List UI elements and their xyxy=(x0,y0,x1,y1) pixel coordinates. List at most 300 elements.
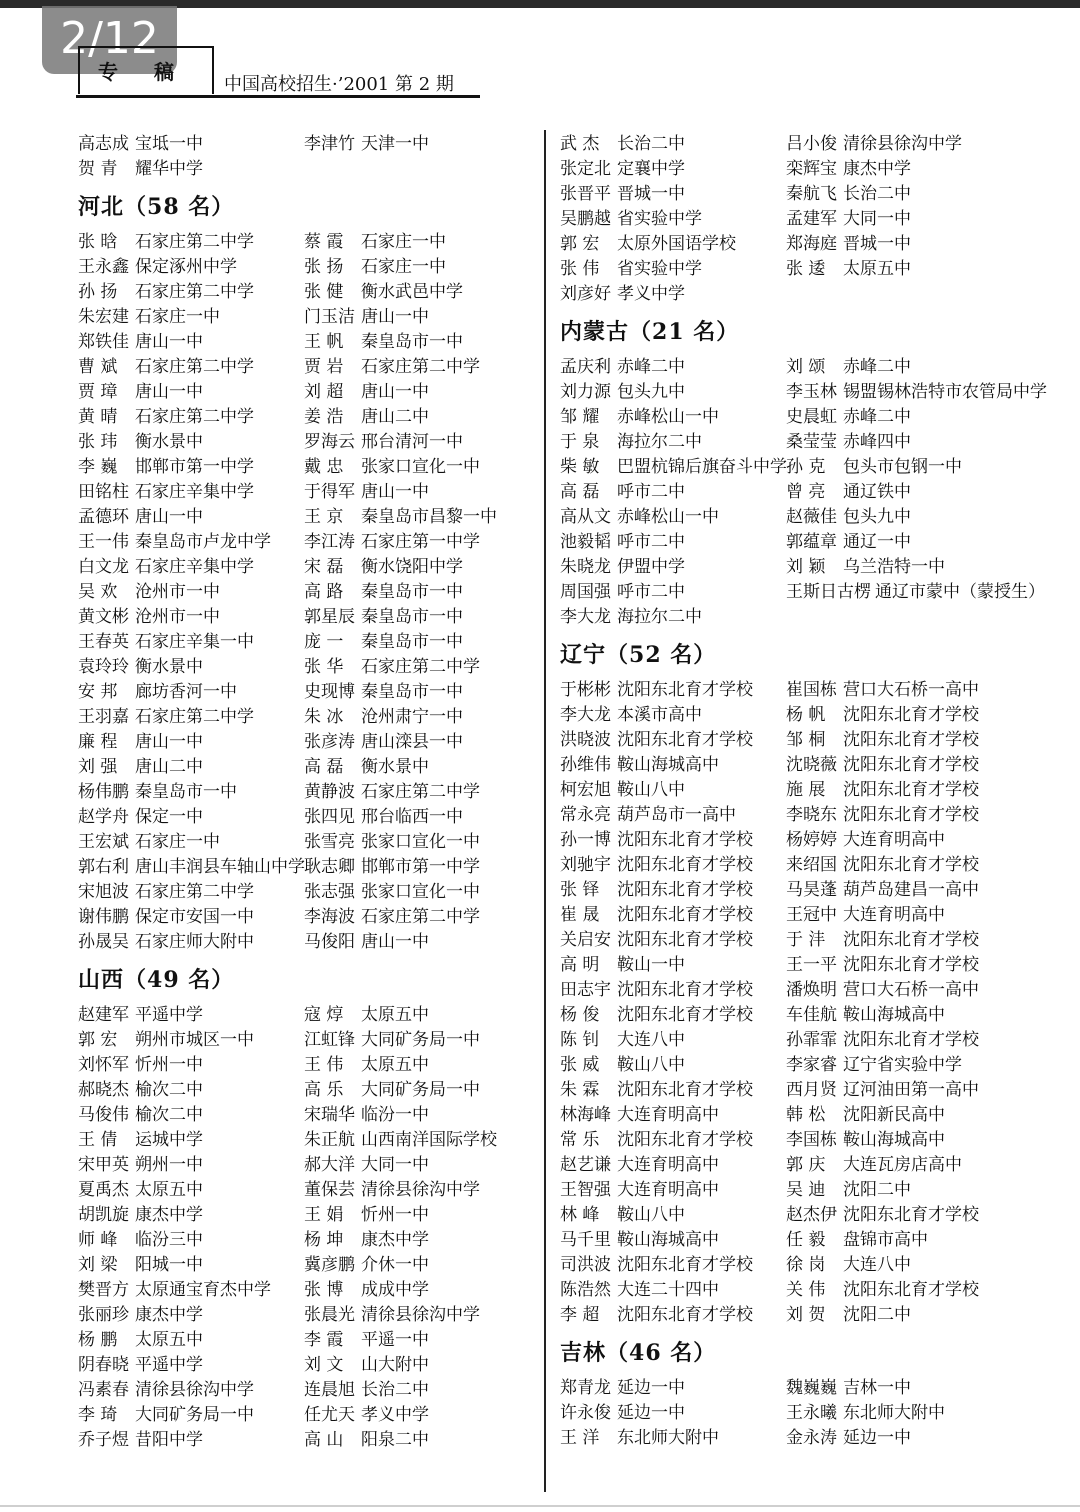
school-name: 包头九中 xyxy=(843,507,911,527)
student-entry xyxy=(786,803,979,828)
student-entry xyxy=(560,132,685,157)
school-name: 榆次二中 xyxy=(135,1080,203,1100)
list-row xyxy=(78,1003,538,1028)
student-name: 朱正航 xyxy=(304,1130,355,1150)
school-name: 大连瓦房店高中 xyxy=(843,1155,962,1175)
region-count: （49 名） xyxy=(124,967,235,993)
school-name: 石家庄一中 xyxy=(135,832,220,852)
list-row xyxy=(560,778,1020,803)
student-name: 白文龙 xyxy=(78,557,129,577)
student-entry xyxy=(560,505,719,530)
student-entry xyxy=(560,1203,685,1228)
student-entry xyxy=(304,1278,429,1303)
student-entry xyxy=(786,1003,945,1028)
list-row xyxy=(78,1153,538,1178)
student-name: 曾 亮 xyxy=(786,482,826,502)
student-entry xyxy=(78,505,203,530)
list-row xyxy=(560,430,1020,455)
student-name: 张四见 xyxy=(304,807,355,827)
school-name: 沈阳东北育才学校 xyxy=(843,1030,979,1050)
student-entry xyxy=(78,830,220,855)
student-entry xyxy=(304,430,463,455)
student-entry xyxy=(304,880,480,905)
student-entry xyxy=(304,930,429,955)
student-name: 郭 庆 xyxy=(786,1155,826,1175)
student-entry xyxy=(304,1003,429,1028)
student-name: 马俊阳 xyxy=(304,932,355,952)
student-name: 樊晋方 xyxy=(78,1280,129,1300)
list-row xyxy=(560,232,1020,257)
student-entry xyxy=(786,1103,945,1128)
student-name: 王 娟 xyxy=(304,1205,344,1225)
school-name: 耀华中学 xyxy=(135,159,203,179)
school-name: 石家庄第二中学 xyxy=(135,357,254,377)
region-name: 山西 xyxy=(78,967,125,993)
list-row xyxy=(78,1278,538,1303)
school-name: 沈阳东北育才学校 xyxy=(617,1080,753,1100)
student-entry xyxy=(78,605,220,630)
list-row xyxy=(560,580,1045,605)
list-row xyxy=(78,780,538,805)
school-name: 沈阳东北育才学校 xyxy=(617,680,753,700)
student-name: 刘力源 xyxy=(560,382,611,402)
school-name: 石家庄第二中学 xyxy=(135,707,254,727)
student-entry xyxy=(78,480,254,505)
school-name: 沧州市一中 xyxy=(135,582,220,602)
student-name: 张晋平 xyxy=(560,184,611,204)
list-row xyxy=(78,1203,538,1228)
student-name: 张丽珍 xyxy=(78,1305,129,1325)
student-name: 高 明 xyxy=(560,955,600,975)
school-name: 唐山一中 xyxy=(135,732,203,752)
student-name: 吴 迪 xyxy=(786,1180,826,1200)
school-name: 大连二十四中 xyxy=(617,1280,719,1300)
student-name: 阴春晓 xyxy=(78,1355,129,1375)
school-name: 沈阳东北育才学校 xyxy=(843,1280,979,1300)
list-row xyxy=(78,455,538,480)
student-name: 杨 帆 xyxy=(786,705,826,725)
school-name: 沈阳东北育才学校 xyxy=(617,1005,753,1025)
student-entry xyxy=(786,828,945,853)
list-row xyxy=(560,803,1020,828)
student-entry xyxy=(304,1103,429,1128)
school-name: 鞍山海城高中 xyxy=(843,1005,945,1025)
student-entry xyxy=(560,257,702,282)
student-entry xyxy=(304,780,480,805)
list-row xyxy=(78,1128,538,1153)
student-entry xyxy=(560,1253,753,1278)
list-row xyxy=(78,905,538,930)
school-name: 秦皇岛市一中 xyxy=(361,682,463,702)
student-name: 袁玲玲 xyxy=(78,657,129,677)
school-name: 鞍山海城高中 xyxy=(843,1130,945,1150)
list-row xyxy=(560,505,1020,530)
school-name: 通辽铁中 xyxy=(843,482,911,502)
school-name: 成成中学 xyxy=(361,1280,429,1300)
student-name: 司洪波 xyxy=(560,1255,611,1275)
student-entry xyxy=(304,380,429,405)
school-name: 石家庄第二中学 xyxy=(135,282,254,302)
student-name: 罗海云 xyxy=(304,432,355,452)
student-entry xyxy=(560,903,753,928)
list-row xyxy=(78,157,538,182)
student-name: 高志成 xyxy=(78,134,129,154)
school-name: 平遥一中 xyxy=(361,1330,429,1350)
list-row xyxy=(78,580,538,605)
school-name: 赤峰二中 xyxy=(843,407,911,427)
school-name: 秦皇岛市一中 xyxy=(361,632,463,652)
list-row xyxy=(560,678,1020,703)
list-row xyxy=(78,630,538,655)
school-name: 石家庄一中 xyxy=(361,232,446,252)
school-name: 延边一中 xyxy=(617,1378,685,1398)
student-name: 陈 钊 xyxy=(560,1030,600,1050)
school-name: 清徐县徐沟中学 xyxy=(361,1180,480,1200)
student-entry xyxy=(560,157,685,182)
student-entry xyxy=(560,853,753,878)
student-entry xyxy=(78,280,254,305)
student-entry xyxy=(786,380,1047,405)
list-row xyxy=(78,1103,538,1128)
student-entry xyxy=(78,380,203,405)
student-name: 赵建军 xyxy=(78,1005,129,1025)
school-name: 康杰中学 xyxy=(843,159,911,179)
school-name: 锡盟锡林浩特市农管局中学 xyxy=(843,382,1047,402)
student-entry xyxy=(304,805,463,830)
student-entry xyxy=(304,1053,429,1078)
school-name: 石家庄第二中学 xyxy=(361,357,480,377)
student-entry xyxy=(304,1153,429,1178)
student-entry xyxy=(304,1178,480,1203)
header-rule xyxy=(76,95,480,98)
list-row xyxy=(78,1178,538,1203)
student-entry xyxy=(78,230,254,255)
student-name: 史晨虹 xyxy=(786,407,837,427)
list-row xyxy=(560,257,1020,282)
student-name: 赵杰伊 xyxy=(786,1205,837,1225)
student-name: 来绍国 xyxy=(786,855,837,875)
school-name: 运城中学 xyxy=(135,1130,203,1150)
school-name: 沈阳东北育才学校 xyxy=(843,855,979,875)
school-name: 大连育明高中 xyxy=(617,1155,719,1175)
student-name: 郑铁佳 xyxy=(78,332,129,352)
student-entry xyxy=(78,555,254,580)
student-entry xyxy=(786,1303,911,1328)
region-name: 河北 xyxy=(78,194,125,220)
list-row xyxy=(560,157,1020,182)
school-name: 唐山一中 xyxy=(361,932,429,952)
school-name: 呼市二中 xyxy=(617,582,685,602)
school-name: 石家庄师大附中 xyxy=(135,932,254,952)
school-name: 沈阳东北育才学校 xyxy=(843,955,979,975)
school-name: 大同矿务局一中 xyxy=(361,1030,480,1050)
list-row xyxy=(78,1428,538,1453)
student-name: 王一伟 xyxy=(78,532,129,552)
list-row xyxy=(560,878,1020,903)
school-name: 延边一中 xyxy=(843,1428,911,1448)
page-bottom-edge xyxy=(0,1505,1080,1507)
student-entry xyxy=(304,1128,497,1153)
student-name: 李玉林 xyxy=(786,382,837,402)
student-entry xyxy=(560,480,685,505)
student-name: 高从文 xyxy=(560,507,611,527)
student-name: 孙霏霏 xyxy=(786,1030,837,1050)
right-column xyxy=(560,132,1047,1451)
school-name: 大同一中 xyxy=(843,209,911,229)
region-heading xyxy=(78,182,538,230)
student-entry xyxy=(78,1028,254,1053)
student-entry xyxy=(78,1253,203,1278)
school-name: 张家口宣化一中 xyxy=(361,457,480,477)
school-name: 营口大石桥一高中 xyxy=(843,680,979,700)
region-heading xyxy=(560,307,1020,355)
page-counter: 2/12 xyxy=(42,6,177,74)
student-name: 郝晓杰 xyxy=(78,1080,129,1100)
school-name: 朔州市城区一中 xyxy=(135,1030,254,1050)
list-row xyxy=(78,605,538,630)
student-name: 李津竹 xyxy=(304,134,355,154)
student-entry xyxy=(560,678,753,703)
student-entry xyxy=(560,1128,753,1153)
list-row xyxy=(78,505,538,530)
school-name: 沈阳东北育才学校 xyxy=(617,905,753,925)
column-divider xyxy=(544,130,546,1492)
list-row xyxy=(560,480,1020,505)
student-name: 黄 晴 xyxy=(78,407,118,427)
school-name: 康杰中学 xyxy=(135,1305,203,1325)
school-name: 石家庄第二中学 xyxy=(135,232,254,252)
school-name: 沧州市一中 xyxy=(135,607,220,627)
student-name: 刘 超 xyxy=(304,382,344,402)
student-name: 马昊蓬 xyxy=(786,880,837,900)
student-name: 杨婷婷 xyxy=(786,830,837,850)
school-name: 清徐县徐沟中学 xyxy=(843,134,962,154)
list-row xyxy=(78,132,538,157)
student-entry xyxy=(78,855,305,880)
student-name: 耿志卿 xyxy=(304,857,355,877)
school-name: 辽河油田第一高中 xyxy=(843,1080,979,1100)
school-name: 大连育明高中 xyxy=(843,830,945,850)
student-entry xyxy=(78,1053,203,1078)
school-name: 唐山一中 xyxy=(361,382,429,402)
student-name: 施 展 xyxy=(786,780,826,800)
school-name: 天津一中 xyxy=(361,134,429,154)
school-name: 张家口宣化一中 xyxy=(361,832,480,852)
list-row xyxy=(560,182,1020,207)
student-name: 郭星辰 xyxy=(304,607,355,627)
student-name: 李大龙 xyxy=(560,705,611,725)
student-entry xyxy=(304,630,463,655)
school-name: 沈阳东北育才学校 xyxy=(617,1255,753,1275)
school-name: 省实验中学 xyxy=(617,209,702,229)
school-name: 秦皇岛市一中 xyxy=(361,582,463,602)
school-name: 延边一中 xyxy=(617,1403,685,1423)
student-entry xyxy=(78,1153,203,1178)
student-name: 高 磊 xyxy=(304,757,344,777)
list-row xyxy=(78,1353,538,1378)
school-name: 大同矿务局一中 xyxy=(361,1080,480,1100)
school-name: 伊盟中学 xyxy=(617,557,685,577)
student-entry xyxy=(786,1153,962,1178)
student-entry xyxy=(560,803,736,828)
region-name: 辽宁 xyxy=(560,642,607,668)
student-name: 杨 坤 xyxy=(304,1230,344,1250)
school-name: 邯郸市第一中学 xyxy=(135,457,254,477)
school-name: 太原五中 xyxy=(843,259,911,279)
student-name: 关 伟 xyxy=(786,1280,826,1300)
student-entry xyxy=(560,530,685,555)
school-name: 衡水饶阳中学 xyxy=(361,557,463,577)
student-entry xyxy=(786,355,911,380)
school-name: 吉林一中 xyxy=(843,1378,911,1398)
student-entry xyxy=(304,132,429,157)
list-row xyxy=(560,405,1020,430)
list-row xyxy=(78,405,538,430)
student-name: 王 帆 xyxy=(304,332,344,352)
school-name: 大连育明高中 xyxy=(617,1180,719,1200)
school-name: 平遥中学 xyxy=(135,1005,203,1025)
student-entry xyxy=(786,728,979,753)
student-name: 栾辉宝 xyxy=(786,159,837,179)
list-row xyxy=(560,1253,1020,1278)
student-name: 寇 焞 xyxy=(304,1005,344,1025)
school-name: 晋城一中 xyxy=(843,234,911,254)
student-name: 张 伟 xyxy=(560,259,600,279)
school-name: 赤峰二中 xyxy=(617,357,685,377)
student-name: 夏禹杰 xyxy=(78,1180,129,1200)
list-row xyxy=(560,1203,1020,1228)
student-name: 孙晟吴 xyxy=(78,932,129,952)
student-name: 池毅韬 xyxy=(560,532,611,552)
student-name: 张 博 xyxy=(304,1280,344,1300)
student-name: 柯宏旭 xyxy=(560,780,611,800)
list-row xyxy=(560,1003,1020,1028)
student-name: 师 峰 xyxy=(78,1230,118,1250)
student-name: 于得军 xyxy=(304,482,355,502)
student-name: 姜 浩 xyxy=(304,407,344,427)
school-name: 唐山一中 xyxy=(361,482,429,502)
student-name: 吕小俊 xyxy=(786,134,837,154)
student-entry xyxy=(560,928,753,953)
student-entry xyxy=(786,1426,911,1451)
school-name: 沈阳二中 xyxy=(843,1305,911,1325)
region-heading xyxy=(560,1328,1020,1376)
student-name: 连晨旭 xyxy=(304,1380,355,1400)
student-name: 王 倩 xyxy=(78,1130,118,1150)
student-entry xyxy=(786,555,945,580)
student-entry xyxy=(304,755,429,780)
student-entry xyxy=(786,580,1045,605)
school-name: 葫芦岛市一高中 xyxy=(617,805,736,825)
school-name: 石家庄第二中学 xyxy=(361,907,480,927)
school-name: 鞍山海城高中 xyxy=(617,1230,719,1250)
student-entry xyxy=(560,182,685,207)
student-entry xyxy=(786,480,911,505)
student-entry xyxy=(560,828,753,853)
student-entry xyxy=(304,1328,429,1353)
school-name: 衡水景中 xyxy=(135,432,203,452)
list-row xyxy=(78,430,538,455)
school-name: 临汾一中 xyxy=(361,1105,429,1125)
student-entry xyxy=(560,953,685,978)
student-entry xyxy=(786,1028,979,1053)
student-entry xyxy=(560,878,753,903)
student-entry xyxy=(304,1203,429,1228)
region-name: 内蒙古 xyxy=(560,319,630,345)
student-entry xyxy=(560,1228,719,1253)
student-entry xyxy=(304,705,463,730)
list-row xyxy=(560,1376,1020,1401)
student-name: 杨 鹏 xyxy=(78,1330,118,1350)
student-name: 孙维伟 xyxy=(560,755,611,775)
school-name: 廊坊香河一中 xyxy=(135,682,237,702)
student-name: 刘 梁 xyxy=(78,1255,118,1275)
region-heading xyxy=(78,955,538,1003)
school-name: 太原通宝育杰中学 xyxy=(135,1280,271,1300)
student-entry xyxy=(786,1053,962,1078)
student-name: 郭右利 xyxy=(78,857,129,877)
student-entry xyxy=(786,257,911,282)
list-row xyxy=(78,1403,538,1428)
student-name: 戴 忠 xyxy=(304,457,344,477)
region-heading xyxy=(560,630,1020,678)
student-entry xyxy=(304,1303,480,1328)
student-entry xyxy=(78,1203,203,1228)
school-name: 保定一中 xyxy=(135,807,203,827)
student-name: 廉 程 xyxy=(78,732,118,752)
school-name: 秦皇岛市一中 xyxy=(361,607,463,627)
student-name: 张 逶 xyxy=(786,259,826,279)
student-entry xyxy=(560,232,736,257)
student-name: 贺 青 xyxy=(78,159,118,179)
student-entry xyxy=(78,1003,203,1028)
student-entry xyxy=(304,255,446,280)
school-name: 太原五中 xyxy=(361,1055,429,1075)
student-name: 洪晓波 xyxy=(560,730,611,750)
student-name: 黄文彬 xyxy=(78,607,129,627)
student-entry xyxy=(304,730,463,755)
student-entry xyxy=(786,207,911,232)
student-name: 崔 晟 xyxy=(560,905,600,925)
school-name: 唐山二中 xyxy=(135,757,203,777)
list-row xyxy=(560,207,1020,232)
student-entry xyxy=(304,905,480,930)
school-name: 宝坻一中 xyxy=(135,134,203,154)
student-entry xyxy=(560,753,719,778)
list-row xyxy=(78,280,538,305)
student-name: 冯素春 xyxy=(78,1380,129,1400)
student-entry xyxy=(304,580,463,605)
student-name: 常 乐 xyxy=(560,1130,600,1150)
school-name: 呼市二中 xyxy=(617,532,685,552)
student-name: 胡凯旋 xyxy=(78,1205,129,1225)
school-name: 清徐县徐沟中学 xyxy=(361,1305,480,1325)
student-name: 于 沣 xyxy=(786,930,826,950)
school-name: 大连八中 xyxy=(843,1255,911,1275)
student-name: 邹 耀 xyxy=(560,407,600,427)
school-name: 鞍山八中 xyxy=(617,780,685,800)
list-row xyxy=(560,1401,1020,1426)
school-name: 石家庄一中 xyxy=(135,307,220,327)
student-name: 张 铎 xyxy=(560,880,600,900)
school-name: 鞍山八中 xyxy=(617,1055,685,1075)
school-name: 平遥中学 xyxy=(135,1355,203,1375)
student-name: 张 威 xyxy=(560,1055,600,1075)
student-name: 宋 磊 xyxy=(304,557,344,577)
school-name: 沈阳二中 xyxy=(843,1180,911,1200)
school-name: 石家庄第二中学 xyxy=(361,782,480,802)
student-entry xyxy=(786,157,911,182)
